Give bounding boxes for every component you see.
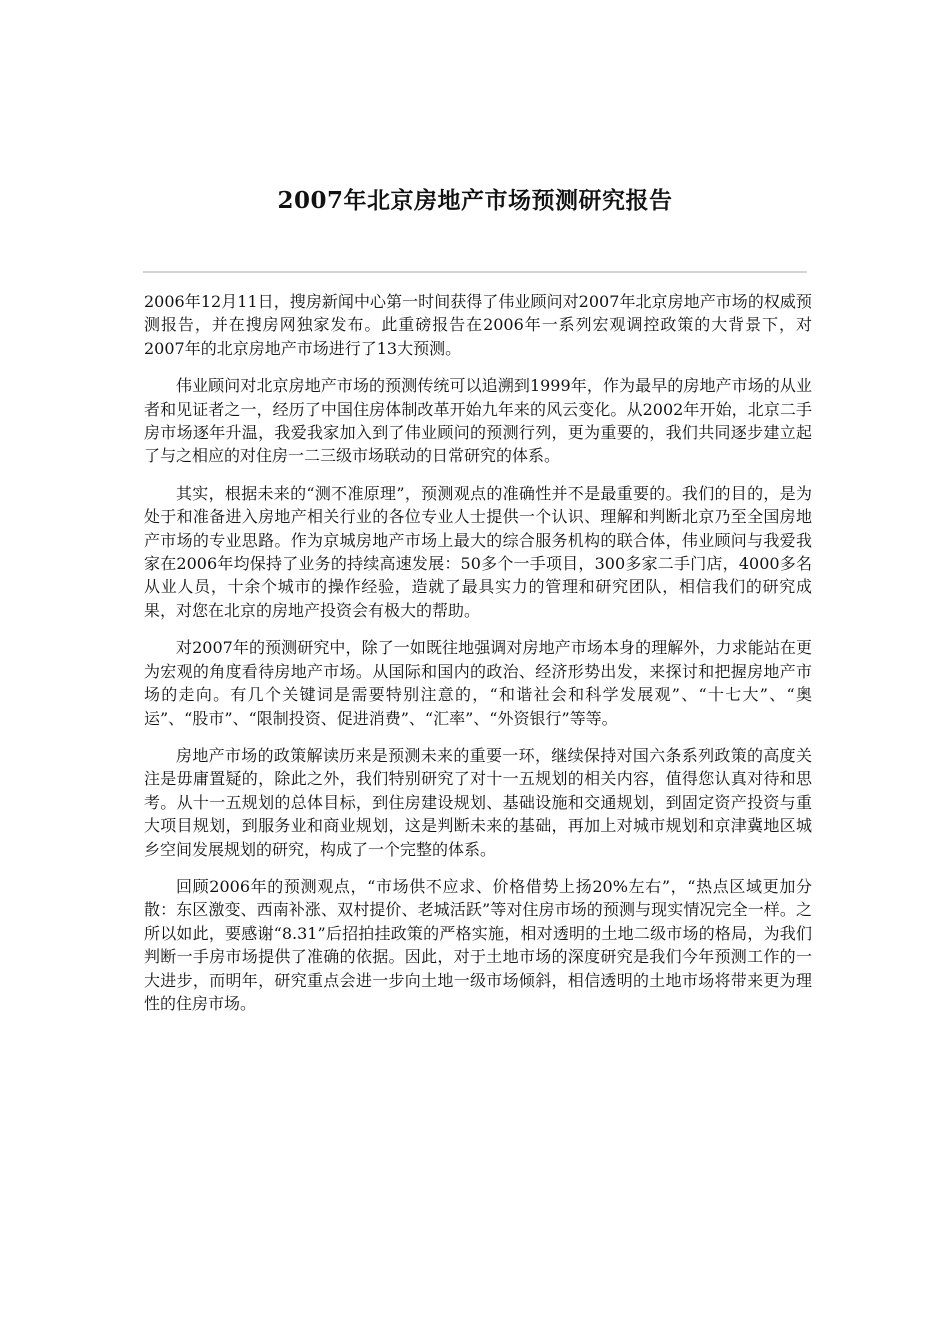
title-divider <box>143 271 807 273</box>
paragraph-intro: 2006年12月11日，搜房新闻中心第一时间获得了伟业顾问对2007年北京房地产市场的权威预测报告，并在搜房网独家发布。此重磅报告在2006年一系列宏观调控政策的大背景下，对2007年的北京房地产市场进行了13大预测。 <box>144 292 812 358</box>
paragraph-keywords: 对2007年的预测研究中，除了一如既往地强调对房地产市场本身的理解外，力求能站在更为宏观的角度看待房地产市场。从国际和国内的政治、经济形势出发，来探讨和把握房地产市场的走向。有几个关键词是需要特别注意的，“和谐社会和科学发展观”、“十七大”、“奥运”、“股市”、“限制投资、促进消费”、“汇率”、“外资银行”等等。 <box>144 638 812 728</box>
paragraph-purpose: 其实，根据未来的“测不准原理”，预测观点的准确性并不是最重要的。我们的目的，是为处于和准备进入房地产相关行业的各位专业人士提供一个认识、理解和判断北京乃至全国房地产市场的专业思路。作为京城房地产市场上最大的综合服务机构的联合体，伟业顾问与我爱我家在2006年均保持了业务的持续高速发展：50多个一手项目，300多家二手门店，4000多名从业人员，十余个城市的操作经验，造就了最具实力的管理和研究团队，相信我们的研究成果，对您在北京的房地产投资会有极大的帮助。 <box>144 483 812 620</box>
paragraph-review: 回顾2006年的预测观点，“市场供不应求、价格借势上扬20%左右”，“热点区域更加分散：东区激变、西南补涨、双村提价、老城活跃”等对住房市场的预测与现实情况完全一样。之所以如此，要感谢“8.31”后招拍挂政策的严格实施，相对透明的土地二级市场的格局，为我们判断一手房市场提供了准确的依据。因此，对于土地市场的深度研究是我们今年预测工作的一大进步，而明年，研究重点会进一步向土地一级市场倾斜，相信透明的土地市场将带来更为理性的住房市场。 <box>144 876 812 1013</box>
paragraph-policy: 房地产市场的政策解读历来是预测未来的重要一环，继续保持对国六条系列政策的高度关注是毋庸置疑的，除此之外，我们特别研究了对十一五规划的相关内容，值得您认真对待和思考。从十一五规划的总体目标，到住房建设规划、基础设施和交通规划，到固定资产投资与重大项目规划，到服务业和商业规划，这是判断未来的基础，再加上对城市规划和京津冀地区城乡空间发展规划的研究，构成了一个完整的体系。 <box>144 745 812 859</box>
paragraph-history: 伟业顾问对北京房地产市场的预测传统可以追溯到1999年，作为最早的房地产市场的从业者和见证者之一，经历了中国住房体制改革开始九年来的风云变化。从2002年开始，北京二手房市场逐年升温，我爱我家加入到了伟业顾问的预测行列，更为重要的，我们共同逐步建立起了与之相应的对住房一二三级市场联动的日常研究的体系。 <box>144 376 812 466</box>
document-body <box>144 290 812 1029</box>
document-title: 2007年北京房地产市场预测研究报告 <box>277 187 673 214</box>
